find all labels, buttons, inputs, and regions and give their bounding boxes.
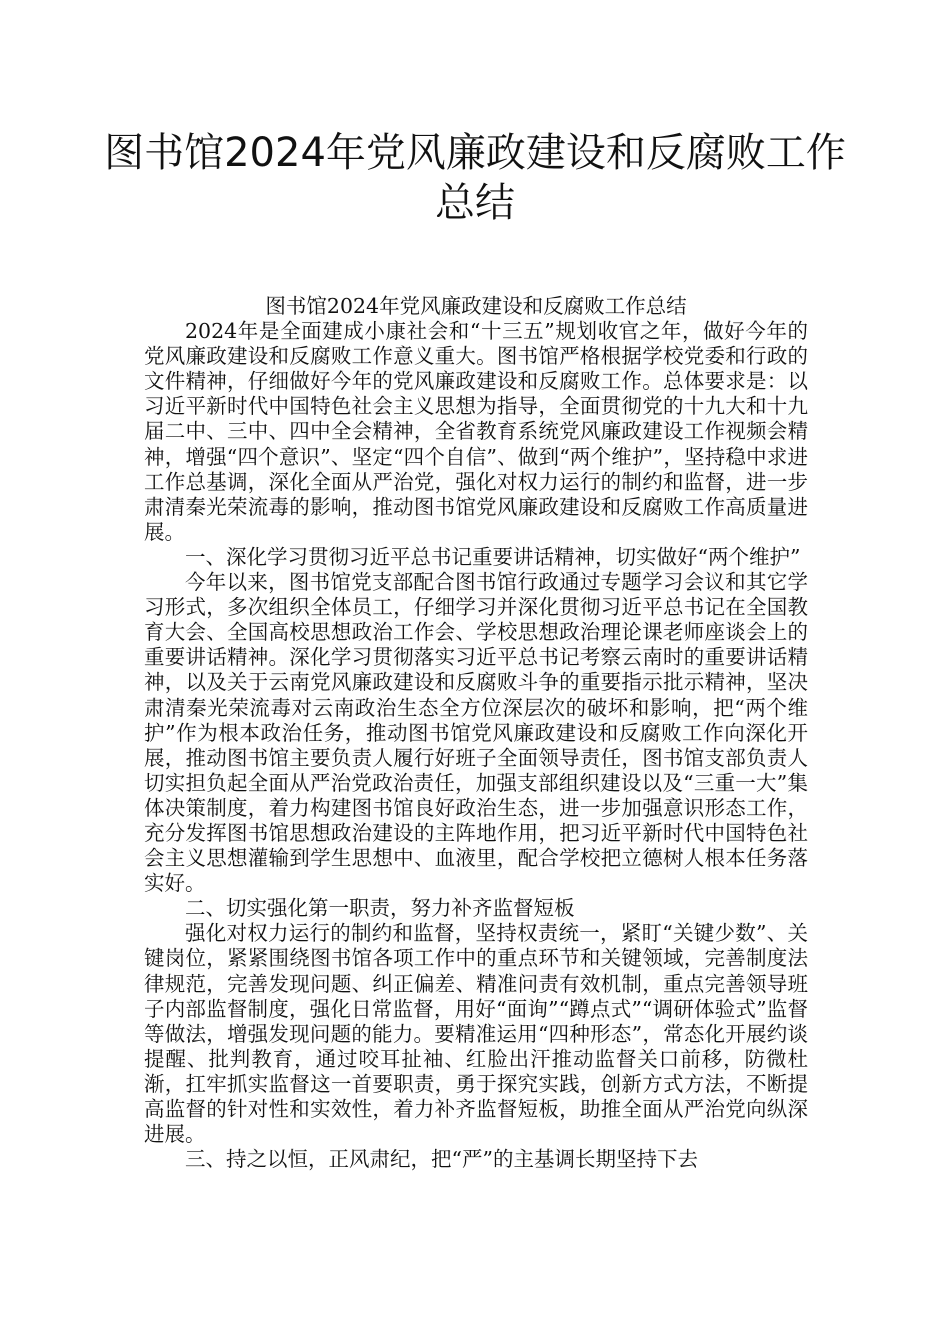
section-heading-3: 三、持之以恒，正风肃纪，把“严”的主基调长期坚持下去 — [185, 1147, 698, 1172]
document-body — [144, 294, 808, 1172]
document-title: 图书馆2024年党风廉政建设和反腐败工作总结 — [104, 130, 846, 226]
section-paragraph-1: 今年以来，图书馆党支部配合图书馆行政通过专题学习会议和其它学习形式，多次组织全体员工，仔细学习并深化贯彻习近平总书记在全国教育大会、全国高校思想政治工作会、学校思想政治理论课老师座谈会上的重要讲话精神。深化学习贯彻落实习近平总书记考察云南时的重要讲话精神，以及关于云南党风廉政建设和反腐败斗争的重要指示批示精神，坚决肃清秦光荣流毒对云南政治生态全方位深层次的破坏和影响，把“两个维护”作为根本政治任务，推动图书馆党风廉政建设和反腐败工作向深化开展，推动图书馆主要负责人履行好班子全面领导责任，图书馆支部负责人切实担负起全面从严治党政治责任，加强支部组织建设以及“三重一大”集体决策制度，着力构建图书馆良好政治生态，进一步加强意识形态工作，充分发挥图书馆思想政治建设的主阵地作用，把习近平新时代中国特色社会主义思想灌输到学生思想中、血液里，配合学校把立德树人根本任务落实好。 — [144, 570, 808, 896]
section-heading-1: 一、深化学习贯彻习近平总书记重要讲话精神，切实做好“两个维护” — [185, 544, 801, 569]
section-heading-2: 二、切实强化第一职责，努力补齐监督短板 — [185, 896, 575, 921]
document-subtitle: 图书馆2024年党风廉政建设和反腐败工作总结 — [265, 294, 687, 318]
intro-paragraph: 2024年是全面建成小康社会和“十三五”规划收官之年，做好今年的党风廉政建设和反腐败工作意义重大。图书馆严格根据学校党委和行政的文件精神，仔细做好今年的党风廉政建设和反腐败工作。总体要求是：以习近平新时代中国特色社会主义思想为指导，全面贯彻党的十九大和十九届二中、三中、四中全会精神，全省教育系统党风廉政建设工作视频会精神，增强“四个意识”、坚定“四个自信”、做到“两个维护”，坚持稳中求进工作总基调，深化全面从严治党，强化对权力运行的制约和监督，进一步肃清秦光荣流毒的影响，推动图书馆党风廉政建设和反腐败工作高质量进展。 — [144, 319, 808, 544]
section-paragraph-2: 强化对权力运行的制约和监督，坚持权责统一，紧盯“关键少数”、关键岗位，紧紧围绕图书馆各项工作中的重点环节和关键领域，完善制度法律规范，完善发现问题、纠正偏差、精准问责有效机制，重点完善领导班子内部监督制度，强化日常监督，用好“面询”“蹲点式”“调研体验式”监督等做法，增强发现问题的能力。要精准运用“四种形态”，常态化开展约谈提醒、批判教育，通过咬耳扯袖、红脸出汗推动监督关口前移，防微杜渐，扛牢抓实监督这一首要职责，勇于探究实践，创新方式方法，不断提高监督的针对性和实效性，着力补齐监督短板，助推全面从严治党向纵深进展。 — [144, 921, 808, 1147]
